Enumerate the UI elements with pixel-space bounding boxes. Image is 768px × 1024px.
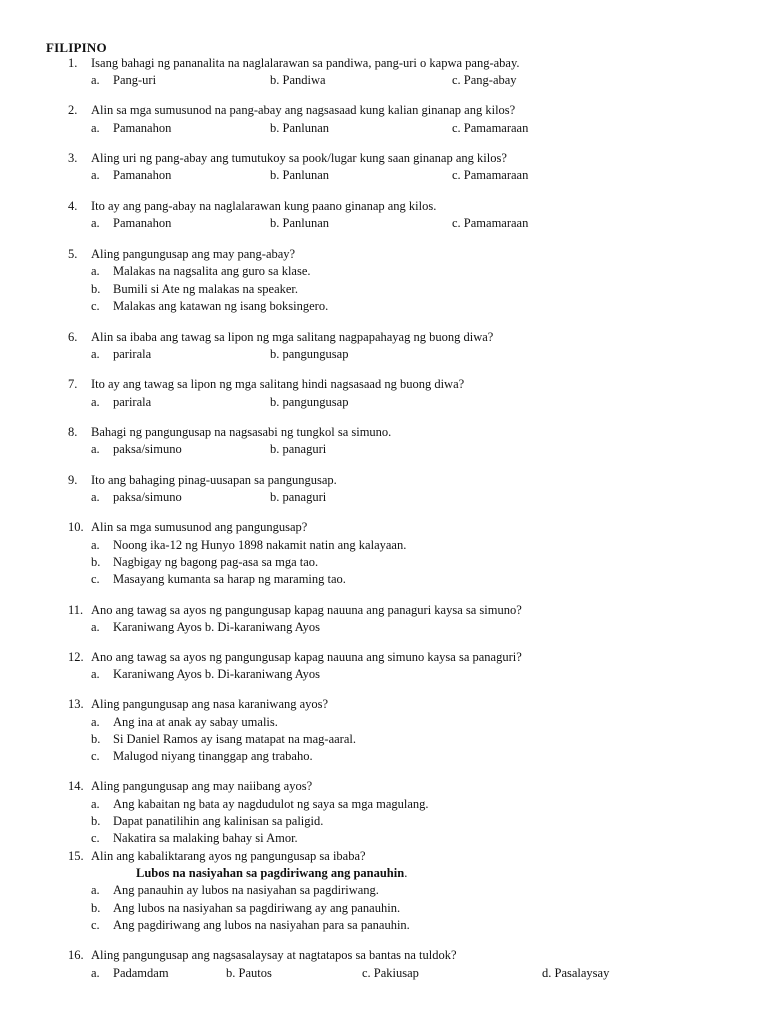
question-number: 3.	[68, 151, 78, 165]
option-text: parirala	[113, 395, 152, 409]
option-letter: c.	[91, 831, 100, 845]
question-number: 9.	[68, 473, 78, 487]
question-text: Aling uri ng pang-abay ang tumutukoy sa pook/lugar kung saan ginanap ang kilos?	[91, 151, 507, 165]
question-text: Aling pangungusap ang nasa karaniwang ayos?	[91, 697, 329, 711]
option-letter: a.	[91, 168, 100, 182]
option-text: paksa/simuno	[113, 442, 182, 456]
option-letter: c.	[91, 749, 100, 763]
question-text: Ito ay ang tawag sa lipon ng mga salitang hindi nagsasaad ng buong diwa?	[91, 377, 465, 391]
option-text: b. pangungusap	[270, 347, 349, 361]
option-text: Padamdam	[113, 966, 169, 980]
option-text: c. Pamamaraan	[452, 168, 529, 182]
question-number: 10.	[68, 520, 84, 534]
option-text: Karaniwang Ayos b. Di-karaniwang Ayos	[113, 667, 321, 681]
option-text: b. Pautos	[226, 966, 272, 980]
option-text: Pamanahon	[113, 168, 172, 182]
option-text: b. Panlunan	[270, 121, 330, 135]
option-text: d. Pasalaysay	[542, 966, 610, 980]
option-letter: a.	[91, 797, 100, 811]
question-number: 15.	[68, 849, 84, 863]
question-text: Alin ang kabaliktarang ayos ng pangungusap sa ibaba?	[91, 849, 366, 863]
example-sentence-bold: Lubos na nasiyahan sa pagdiriwang ang panauhin	[136, 866, 405, 880]
question-number: 6.	[68, 330, 78, 344]
option-text: b. Panlunan	[270, 216, 330, 230]
option-text: Dapat panatilihin ang kalinisan sa paligid.	[113, 814, 324, 828]
question-number: 7.	[68, 377, 78, 391]
option-text: Ang pagdiriwang ang lubos na nasiyahan para sa panauhin.	[113, 918, 410, 932]
question-text: Isang bahagi ng pananalita na naglalarawan sa pandiwa, pang-uri o kapwa pang-abay.	[91, 56, 520, 70]
option-text: Masayang kumanta sa harap ng maraming tao.	[113, 572, 346, 586]
option-text: c. Pamamaraan	[452, 121, 529, 135]
option-letter: a.	[91, 442, 100, 456]
option-letter: b.	[91, 901, 101, 915]
option-text: b. Panlunan	[270, 168, 330, 182]
question-text: Ito ang bahaging pinag-uusapan sa pangungusap.	[91, 473, 337, 487]
question-text: Ano ang tawag sa ayos ng pangungusap kapag nauuna ang simuno kaysa sa panaguri?	[91, 650, 522, 664]
option-text: Nakatira sa malaking bahay si Amor.	[113, 831, 298, 845]
option-letter: a.	[91, 121, 100, 135]
option-letter: a.	[91, 667, 100, 681]
option-letter: a.	[91, 966, 100, 980]
option-letter: a.	[91, 216, 100, 230]
question-number: 16.	[68, 948, 84, 962]
option-text: Ang ina at anak ay sabay umalis.	[113, 715, 278, 729]
option-letter: a.	[91, 620, 100, 634]
option-letter: c.	[91, 572, 100, 586]
question-text: Aling pangungusap ang nagsasalaysay at nagtatapos sa bantas na tuldok?	[91, 948, 457, 962]
option-text: c. Pang-abay	[452, 73, 517, 87]
question-text: Bahagi ng pangungusap na nagsasabi ng tungkol sa simuno.	[91, 425, 392, 439]
question-text: Aling pangungusap ang may pang-abay?	[91, 247, 296, 261]
question-text: Alin sa mga sumusunod na pang-abay ang nagsasaad kung kalian ginanap ang kilos?	[91, 103, 516, 117]
option-text: b. panaguri	[270, 442, 327, 456]
question-number: 13.	[68, 697, 84, 711]
option-text: Ang kabaitan ng bata ay nagdudulot ng saya sa mga magulang.	[113, 797, 429, 811]
option-letter: a.	[91, 715, 100, 729]
option-letter: c.	[91, 299, 100, 313]
option-letter: b.	[91, 732, 101, 746]
question-text: Ito ay ang pang-abay na naglalarawan kung paano ginanap ang kilos.	[91, 199, 437, 213]
option-letter: b.	[91, 555, 101, 569]
example-sentence-period: .	[404, 866, 408, 880]
option-letter: a.	[91, 538, 100, 552]
example-sentence	[136, 865, 407, 881]
option-letter: a.	[91, 395, 100, 409]
option-text: Malakas na nagsalita ang guro sa klase.	[113, 264, 311, 278]
question-number: 11.	[68, 603, 84, 617]
question-number: 14.	[68, 779, 84, 793]
option-text: parirala	[113, 347, 152, 361]
question-number: 1.	[68, 56, 78, 70]
question-text: Aling pangungusap ang may naiibang ayos?	[91, 779, 313, 793]
option-text: Pamanahon	[113, 121, 172, 135]
question-number: 12.	[68, 650, 84, 664]
question-number: 4.	[68, 199, 78, 213]
question-text: Ano ang tawag sa ayos ng pangungusap kapag nauuna ang panaguri kaysa sa simuno?	[91, 603, 522, 617]
option-text: b. Pandiwa	[270, 73, 326, 87]
question-number: 5.	[68, 247, 78, 261]
option-text: b. panaguri	[270, 490, 327, 504]
option-text: Si Daniel Ramos ay isang matapat na mag-aaral.	[113, 732, 356, 746]
option-text: paksa/simuno	[113, 490, 182, 504]
question-text: Alin sa ibaba ang tawag sa lipon ng mga salitang nagpapahayag ng buong diwa?	[91, 330, 494, 344]
option-letter: b.	[91, 282, 101, 296]
option-letter: a.	[91, 883, 100, 897]
question-number: 2.	[68, 103, 78, 117]
option-text: c. Pakiusap	[362, 966, 419, 980]
page-title: FILIPINO	[46, 40, 107, 55]
option-text: Karaniwang Ayos b. Di-karaniwang Ayos	[113, 620, 321, 634]
option-text: Malakas ang katawan ng isang boksingero.	[113, 299, 329, 313]
option-letter: a.	[91, 73, 100, 87]
option-text: b. pangungusap	[270, 395, 349, 409]
option-letter: a.	[91, 264, 100, 278]
option-letter: a.	[91, 490, 100, 504]
option-text: Ang lubos na nasiyahan sa pagdiriwang ay ang panauhin.	[113, 901, 401, 915]
option-text: Noong ika-12 ng Hunyo 1898 nakamit natin ang kalayaan.	[113, 538, 407, 552]
option-text: c. Pamamaraan	[452, 216, 529, 230]
option-text: Nagbigay ng bagong pag-asa sa mga tao.	[113, 555, 319, 569]
option-letter: a.	[91, 347, 100, 361]
option-text: Bumili si Ate ng malakas na speaker.	[113, 282, 299, 296]
question-number: 8.	[68, 425, 78, 439]
option-letter: c.	[91, 918, 100, 932]
option-text: Pamanahon	[113, 216, 172, 230]
question-text: Alin sa mga sumusunod ang pangungusap?	[91, 520, 308, 534]
option-letter: b.	[91, 814, 101, 828]
option-text: Malugod niyang tinanggap ang trabaho.	[113, 749, 313, 763]
option-text: Ang panauhin ay lubos na nasiyahan sa pagdiriwang.	[113, 883, 379, 897]
option-text: Pang-uri	[113, 73, 157, 87]
